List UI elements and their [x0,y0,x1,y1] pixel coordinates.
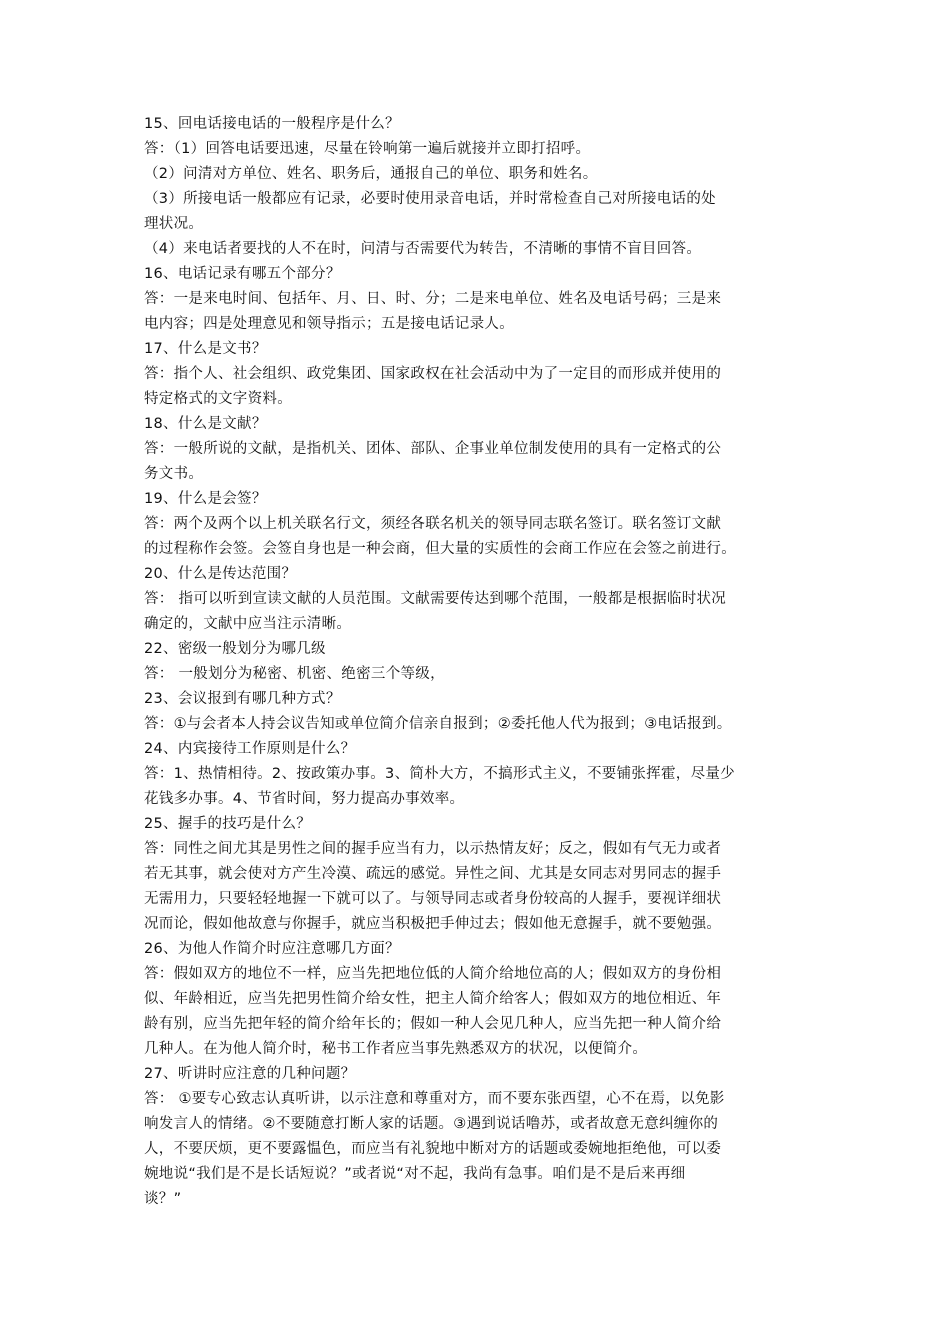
text-line: 电内容；四是处理意见和领导指示；五是接电话记录人。 [144,316,514,332]
text-line: （2）问清对方单位、姓名、职务后，通报自己的单位、职务和姓名。 [144,166,598,182]
text-line: 几种人。在为他人简介时，秘书工作者应当事先熟悉双方的状况，以便简介。 [144,1041,648,1057]
text-line: 花钱多办事。4、节省时间，努力提高办事效率。 [144,791,465,807]
text-line: 答：（1）回答电话要迅速，尽量在铃响第一遍后就接并立即打招呼。 [144,141,591,157]
text-line: 答： 指可以听到宣读文献的人员范围。文献需要传达到哪个范围，一般都是根据临时状况 [144,591,727,607]
text-line: 理状况。 [144,216,204,232]
text-line: 特定格式的文字资料。 [144,391,292,407]
text-line: 响发言人的情绪。②不要随意打断人家的话题。③遇到说话噜苏，或者故意无意纠缠你的 [144,1116,719,1132]
text-line: 婉地说“我们是不是长话短说？”或者说“对不起，我尚有急事。咱们是不是后来再细 [144,1166,686,1182]
text-line: 23、会议报到有哪几种方式？ [144,691,341,707]
text-line: 16、电话记录有哪五个部分？ [144,266,341,282]
text-line: （3）所接电话一般都应有记录，必要时使用录音电话，并时常检查自己对所接电话的处 [144,191,716,207]
text-line: 似、年龄相近，应当先把男性简介给女性，把主人简介给客人；假如双方的地位相近、年 [144,991,722,1007]
text-line: 答： ①要专心致志认真听讲，以示注意和尊重对方，而不要东张西望，心不在焉，以免影 [144,1091,725,1107]
text-line: 19、什么是会签？ [144,491,267,507]
text-line: 人，不要厌烦，更不要露愠色，而应当有礼貌地中断对方的话题或委婉地拒绝他，可以委 [144,1141,722,1157]
text-line: 17、什么是文书？ [144,341,267,357]
text-line: 答：一般所说的文献，是指机关、团体、部队、企事业单位制发使用的具有一定格式的公 [144,441,722,457]
text-line: 26、为他人作简介时应注意哪几方面？ [144,941,400,957]
text-line: 龄有别，应当先把年轻的简介给年长的；假如一种人会见几种人，应当先把一种人简介给 [144,1016,722,1032]
text-line: 22、密级一般划分为哪几级 [144,641,326,657]
text-line: 24、内宾接待工作原则是什么？ [144,741,356,757]
text-line: 20、什么是传达范围？ [144,566,297,582]
text-line: 答：指个人、社会组织、政党集团、国家政权在社会活动中为了一定目的而形成并使用的 [144,366,722,382]
text-line: 况而论，假如他故意与你握手，就应当积极把手伸过去；假如他无意握手，就不要勉强。 [144,916,722,932]
text-line: （4）来电话者要找的人不在时，问清与否需要代为转告，不清晰的事情不盲目回答。 [144,241,702,257]
text-line: 答：同性之间尤其是男性之间的握手应当有力，以示热情友好；反之，假如有气无力或者 [144,841,722,857]
text-line: 谈？” [144,1191,182,1207]
text-line: 27、听讲时应注意的几种问题？ [144,1066,356,1082]
text-line: 务文书。 [144,466,204,482]
text-line: 无需用力，只要轻轻地握一下就可以了。与领导同志或者身份较高的人握手，要视详细状 [144,891,722,907]
text-line: 18、什么是文献？ [144,416,267,432]
text-line: 答：1、热情相待。2、按政策办事。3、简朴大方，不搞形式主义，不要铺张挥霍，尽量少 [144,766,735,782]
text-line: 答： 一般划分为秘密、机密、绝密三个等级， [144,666,445,682]
text-line: 答：①与会者本人持会议告知或单位简介信亲自报到；②委托他人代为报到；③电话报到。 [144,716,732,732]
text-line: 答：一是来电时间、包括年、月、日、时、分；二是来电单位、姓名及电话号码；三是来 [144,291,722,307]
text-line: 确定的，文献中应当注示清晰。 [144,616,352,632]
text-line: 25、握手的技巧是什么？ [144,816,312,832]
text-line: 答：假如双方的地位不一样，应当先把地位低的人简介给地位高的人；假如双方的身份相 [144,966,722,982]
text-line: 若无其事，就会使对方产生冷漠、疏远的感觉。异性之间、尤其是女同志对男同志的握手 [144,866,722,882]
text-line: 15、回电话接电话的一般程序是什么？ [144,116,400,132]
text-line: 的过程称作会签。会签自身也是一种会商，但大量的实质性的会商工作应在会签之前进行。 [144,541,736,557]
text-line: 答：两个及两个以上机关联名行文，须经各联名机关的领导同志联名签订。联名签订文献 [144,516,722,532]
